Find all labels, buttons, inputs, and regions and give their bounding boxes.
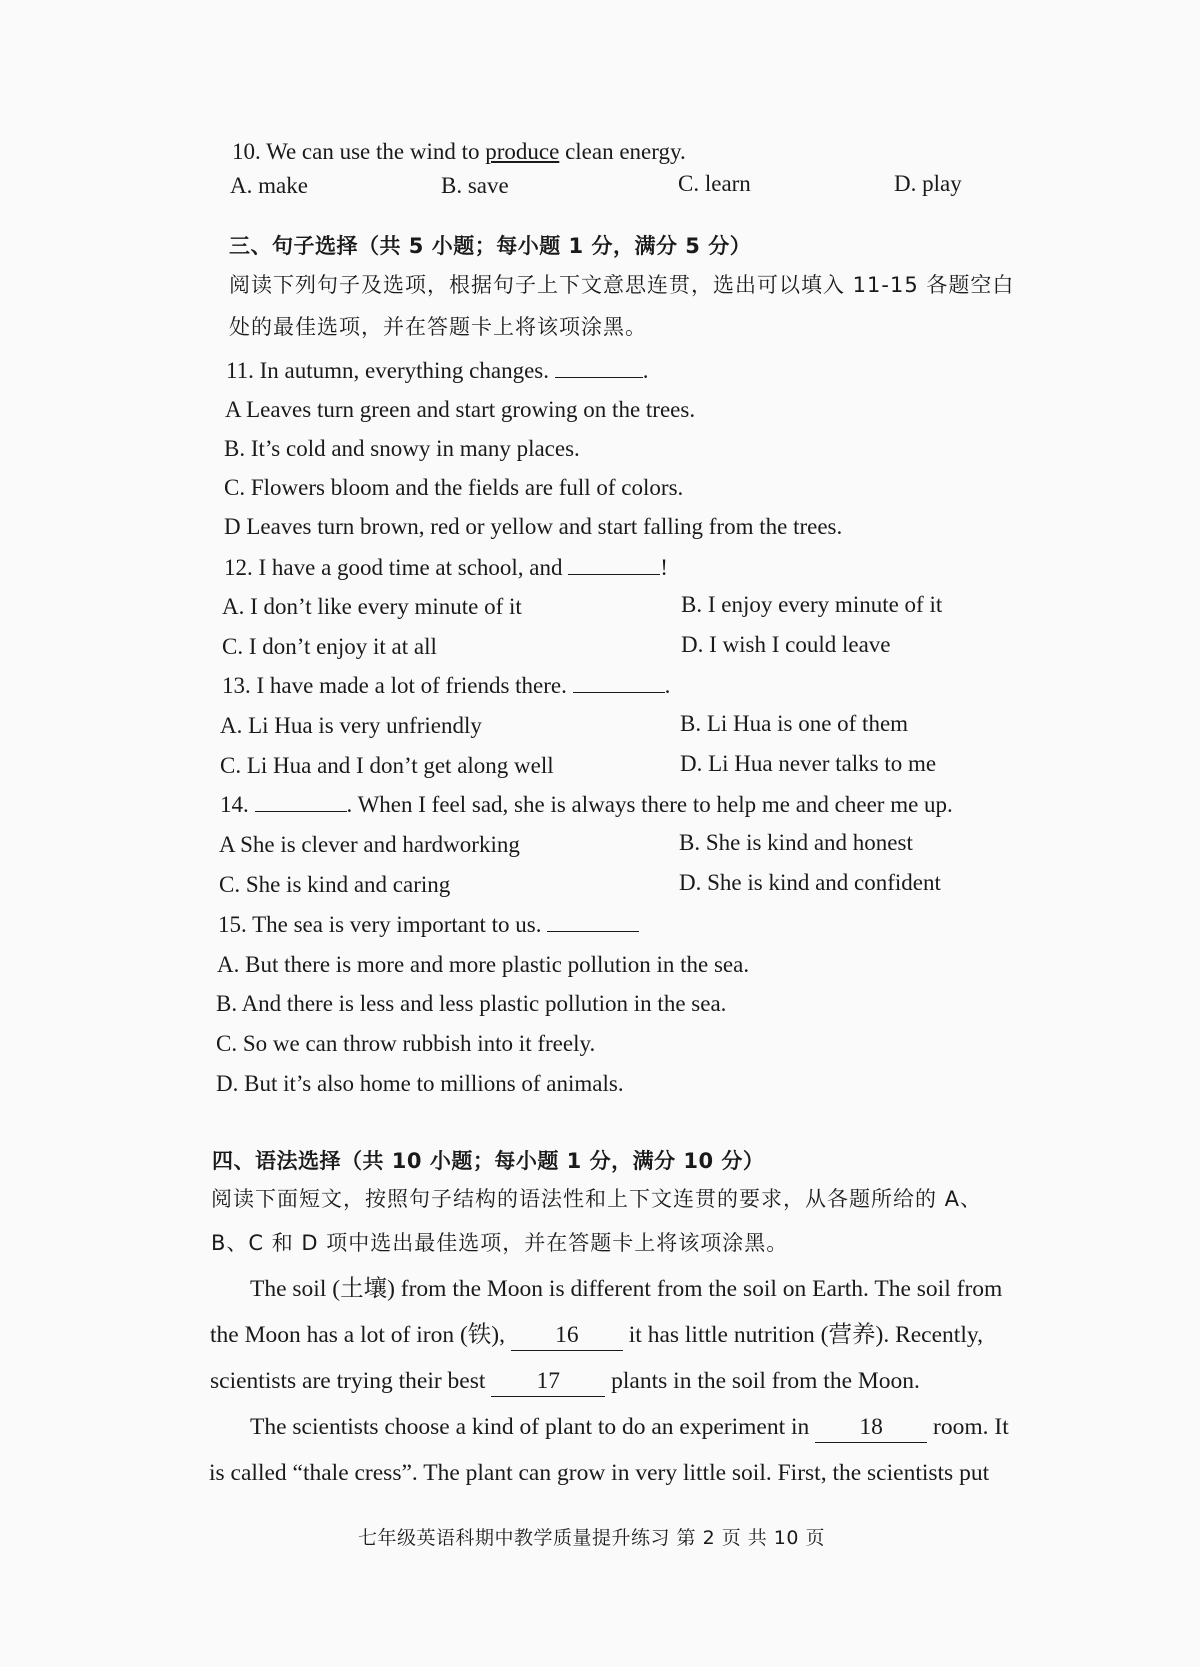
q13-option-b: B. Li Hua is one of them [680, 711, 909, 736]
passage-line4-pre: The scientists choose a kind of plant to do an experiment in [250, 1414, 816, 1440]
q12-stem [224, 553, 668, 583]
q12-stem-pre: 12. I have a good time at school, and [224, 555, 569, 580]
passage-line5: is called “thale cress”. The plant can grow in very little soil. First, the scientists put [209, 1460, 990, 1486]
q12-stem-post: ! [660, 555, 668, 580]
q13-option-d: D. Li Hua never talks to me [680, 751, 937, 776]
passage-line4-post: room. It [927, 1414, 1009, 1440]
passage-line2-post: it has little nutrition (营养). Recently, [622, 1322, 983, 1348]
q11-option-a: A Leaves turn green and start growing on the trees. [225, 397, 696, 422]
passage-line3 [210, 1366, 920, 1397]
q10-option-b: B. save [441, 173, 509, 198]
q10-stem-pre: 10. We can use the wind to [232, 139, 486, 164]
q10-underlined-word: produce [485, 139, 560, 164]
q14-option-d: D. She is kind and confident [679, 870, 941, 895]
passage-line3-post: plants in the soil from the Moon. [605, 1368, 920, 1394]
q10-stem-post: clean energy. [559, 139, 686, 164]
passage-line3-pre: scientists are trying their best [210, 1368, 492, 1394]
q11-option-b: B. It’s cold and snowy in many places. [224, 436, 580, 461]
q14-answer-blank [255, 791, 347, 812]
q14-option-b: B. She is kind and honest [679, 830, 913, 855]
passage-line2-pre: the Moon has a lot of iron (铁), [210, 1322, 511, 1348]
section4-heading: 四、语法选择（共 10 小题；每小题 1 分，满分 10 分） [212, 1149, 765, 1173]
q10-option-c: C. learn [678, 171, 751, 196]
q15-stem [218, 910, 639, 940]
q15-option-d: D. But it’s also home to millions of animals. [216, 1071, 624, 1096]
q10-option-a: A. make [230, 173, 308, 198]
q14-option-c: C. She is kind and caring [219, 872, 451, 897]
q13-option-c: C. Li Hua and I don’t get along well [220, 753, 554, 778]
section4-instruction-line2: B、C 和 D 项中选出最佳选项，并在答题卡上将该项涂黑。 [211, 1231, 789, 1255]
q12-answer-blank [568, 554, 660, 575]
q14-stem-pre: 14. [220, 792, 255, 817]
q13-option-a: A. Li Hua is very unfriendly [220, 713, 482, 738]
q15-option-a: A. But there is more and more plastic pollution in the sea. [217, 952, 750, 977]
q11-stem-post: . [642, 358, 649, 383]
q12-option-a: A. I don’t like every minute of it [222, 594, 522, 619]
q15-option-c: C. So we can throw rubbish into it freely. [216, 1031, 596, 1056]
q15-stem-pre: 15. The sea is very important to us. [218, 912, 548, 937]
page-footer: 七年级英语科期中教学质量提升练习 第 2 页 共 10 页 [358, 1527, 826, 1549]
passage-line1: The soil (土壤) from the Moon is different from the soil on Earth. The soil from [250, 1276, 1003, 1302]
blank-18: 18 [815, 1412, 927, 1443]
q13-stem-pre: 13. I have made a lot of friends there. [222, 673, 573, 698]
q11-option-c: C. Flowers bloom and the fields are full of colors. [224, 475, 684, 500]
section3-heading: 三、句子选择（共 5 小题；每小题 1 分，满分 5 分） [229, 234, 752, 258]
q11-option-d: D Leaves turn brown, red or yellow and start falling from the trees. [224, 514, 843, 539]
q11-stem-pre: 11. In autumn, everything changes. [226, 358, 555, 383]
section4-instruction-line1: 阅读下面短文，按照句子结构的语法性和上下文连贯的要求，从各题所给的 A、 [211, 1187, 983, 1211]
q13-stem-post: . [664, 673, 671, 698]
blank-17: 17 [491, 1366, 605, 1397]
q10-stem [232, 137, 686, 167]
q12-option-d: D. I wish I could leave [681, 632, 891, 657]
blank-16: 16 [511, 1320, 623, 1351]
q13-answer-blank [573, 672, 665, 693]
q14-stem [220, 790, 953, 820]
passage-line2 [210, 1320, 983, 1351]
q14-option-a: A She is clever and hardworking [219, 832, 520, 857]
passage-line4 [250, 1412, 1009, 1443]
q11-answer-blank [555, 357, 643, 378]
q15-answer-blank [547, 911, 639, 932]
q11-stem [226, 356, 648, 386]
q12-option-b: B. I enjoy every minute of it [681, 592, 943, 617]
q14-stem-post: . When I feel sad, she is always there to help me and cheer me up. [346, 792, 953, 817]
q15-option-b: B. And there is less and less plastic pollution in the sea. [216, 991, 727, 1016]
section3-instruction-line2: 处的最佳选项，并在答题卡上将该项涂黑。 [229, 315, 647, 339]
section3-instruction-line1: 阅读下列句子及选项，根据句子上下文意思连贯，选出可以填入 11-15 各题空白 [229, 273, 1015, 297]
q13-stem [222, 671, 670, 701]
q12-option-c: C. I don’t enjoy it at all [222, 634, 437, 659]
q10-option-d: D. play [894, 171, 962, 196]
